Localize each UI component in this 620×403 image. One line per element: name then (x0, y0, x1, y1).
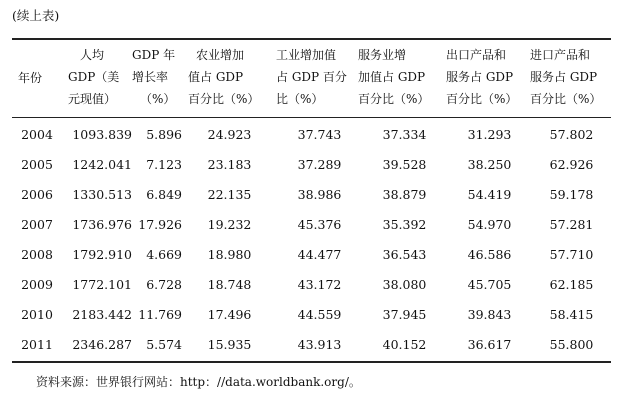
cell-year: 2007 (21, 217, 53, 232)
table-row (12, 120, 611, 150)
cell-gdp-growth: 6.849 (146, 187, 182, 202)
cell-gdp-growth: 4.669 (146, 247, 182, 262)
cell-industry: 43.913 (297, 337, 342, 352)
cell-year: 2009 (21, 277, 53, 292)
cell-imports: 55.800 (549, 337, 594, 352)
cell-gdp-growth: 11.769 (138, 307, 182, 322)
table-row (12, 240, 611, 270)
cell-year: 2004 (21, 127, 53, 142)
cell-industry: 37.743 (297, 127, 342, 142)
cell-gdp-per-capita: 1772.101 (72, 277, 132, 292)
cell-agriculture: 17.496 (207, 307, 252, 322)
cell-imports: 57.281 (549, 217, 594, 232)
cell-gdp-per-capita: 2346.287 (72, 337, 132, 352)
cell-services: 39.528 (382, 157, 427, 172)
cell-exports: 54.419 (467, 187, 512, 202)
header-services: 服务业增 加值占 GDP 百分比（%） (358, 48, 430, 106)
header-imports: 进口产品和 服务占 GDP 百分比（%） (530, 48, 602, 106)
table-row (12, 330, 611, 360)
cell-exports: 54.970 (467, 217, 512, 232)
cell-exports: 45.705 (467, 277, 512, 292)
cell-gdp-growth: 17.926 (138, 217, 182, 232)
header-year: 年份 (18, 71, 43, 85)
cell-agriculture: 18.748 (207, 277, 252, 292)
header-gdp-growth: GDP 年 增长率 （%） (132, 48, 176, 106)
header-gdp-per-capita: 人均 GDP（美 元现值） (68, 48, 120, 106)
cell-imports: 58.415 (549, 307, 594, 322)
header-agriculture: 农业增加 值占 GDP 百分比（%） (188, 48, 260, 106)
cell-imports: 57.710 (549, 247, 594, 262)
header-exports: 出口产品和 服务占 GDP 百分比（%） (446, 48, 518, 106)
cell-year: 2006 (21, 187, 53, 202)
cell-gdp-growth: 7.123 (146, 157, 182, 172)
cell-industry: 43.172 (297, 277, 342, 292)
cell-services: 37.334 (382, 127, 427, 142)
cell-agriculture: 19.232 (207, 217, 252, 232)
cell-agriculture: 18.980 (207, 247, 252, 262)
source-note: 资料来源：世界银行网站：http：//data.worldbank.org/。 (36, 375, 361, 389)
cell-gdp-per-capita: 1242.041 (72, 157, 132, 172)
cell-imports: 59.178 (549, 187, 594, 202)
cell-year: 2008 (21, 247, 53, 262)
table-row (12, 270, 611, 300)
cell-agriculture: 24.923 (207, 127, 252, 142)
table-row (12, 180, 611, 210)
cell-industry: 38.986 (297, 187, 342, 202)
cell-year: 2005 (21, 157, 53, 172)
cell-industry: 44.477 (297, 247, 342, 262)
cell-exports: 38.250 (467, 157, 512, 172)
table-row (12, 300, 611, 330)
cell-services: 40.152 (382, 337, 427, 352)
cell-industry: 44.559 (297, 307, 342, 322)
cell-gdp-per-capita: 1736.976 (72, 217, 132, 232)
cell-gdp-growth: 5.896 (146, 127, 182, 142)
cell-imports: 62.926 (549, 157, 594, 172)
table-row (12, 150, 611, 180)
cell-services: 38.879 (382, 187, 427, 202)
cell-services: 37.945 (382, 307, 427, 322)
cell-gdp-per-capita: 1330.513 (72, 187, 132, 202)
cell-gdp-growth: 5.574 (146, 337, 182, 352)
cell-exports: 31.293 (467, 127, 512, 142)
cell-gdp-per-capita: 1093.839 (72, 127, 132, 142)
cell-year: 2010 (21, 307, 53, 322)
cell-agriculture: 15.935 (207, 337, 252, 352)
cell-exports: 46.586 (467, 247, 512, 262)
cell-imports: 57.802 (549, 127, 594, 142)
cell-exports: 39.843 (467, 307, 512, 322)
cell-gdp-growth: 6.728 (146, 277, 182, 292)
cell-agriculture: 23.183 (207, 157, 252, 172)
table-row (12, 210, 611, 240)
cell-services: 36.543 (382, 247, 427, 262)
header-industry: 工业增加值 占 GDP 百分 比（%） (276, 48, 347, 106)
cell-gdp-per-capita: 2183.442 (72, 307, 132, 322)
cell-industry: 37.289 (297, 157, 342, 172)
continued-label: (续上表) (12, 8, 60, 23)
cell-exports: 36.617 (467, 337, 512, 352)
cell-imports: 62.185 (549, 277, 594, 292)
table-bottom-rule (12, 361, 611, 363)
table-header-rule (12, 117, 611, 118)
cell-agriculture: 22.135 (207, 187, 252, 202)
table-top-rule (12, 38, 611, 40)
cell-year: 2011 (21, 337, 53, 352)
cell-services: 35.392 (382, 217, 427, 232)
cell-industry: 45.376 (297, 217, 342, 232)
cell-services: 38.080 (382, 277, 427, 292)
cell-gdp-per-capita: 1792.910 (72, 247, 132, 262)
